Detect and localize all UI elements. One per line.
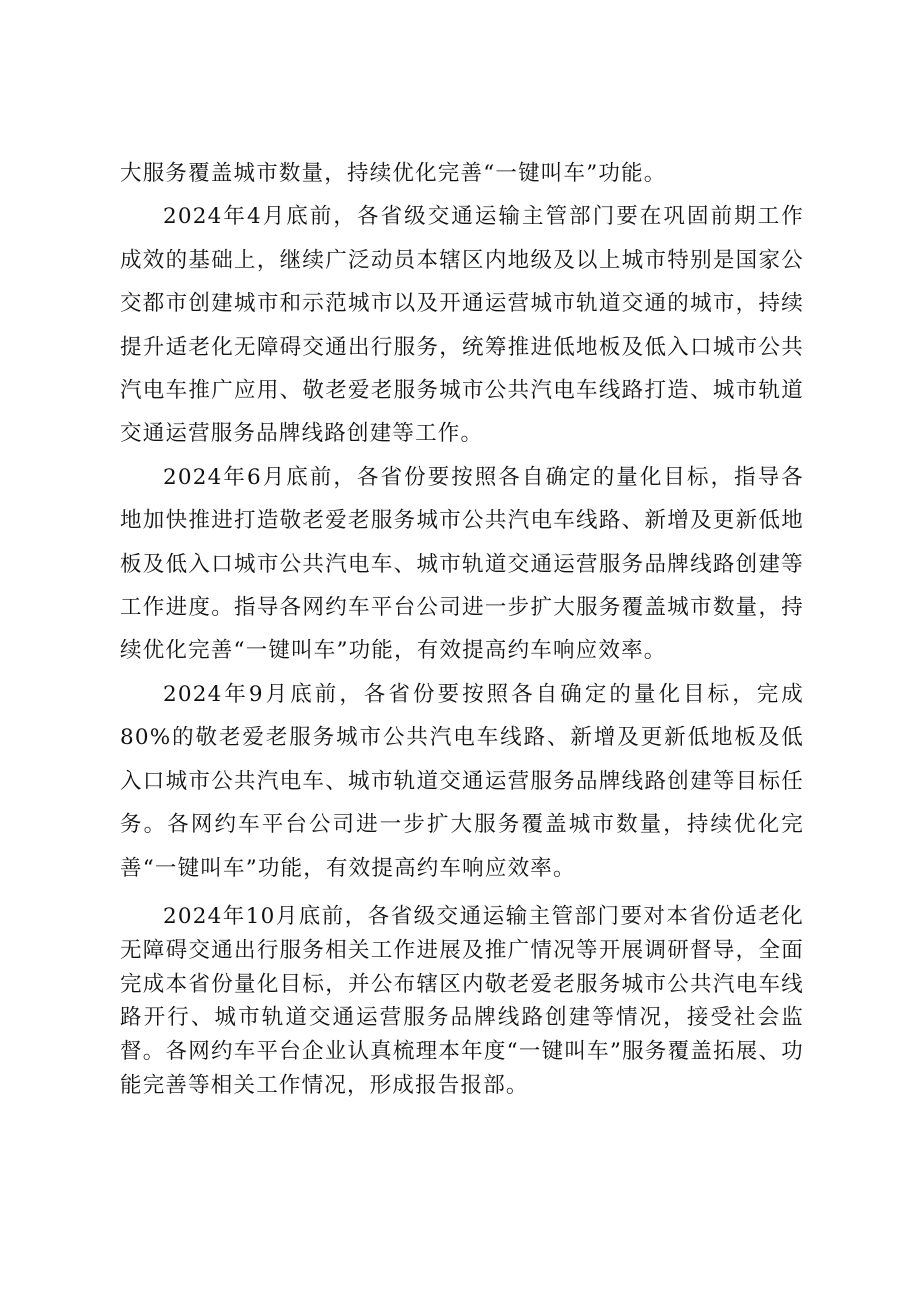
paragraph-april-deadline: 2024年4月底前，各省级交通运输主管部门要在巩固前期工作成效的基础上，继续广泛动员本辖区内地级及以上城市特别是国家公交都市创建城市和示范城市以及开通运营城市轨道交通的城市，持续提升适老化无障碍交通出行服务，统筹推进低地板及低入口城市公共汽电车推广应用、敬老爱老服务城市公共汽电车线路打造、城市轨道交通运营服务品牌线路创建等工作。 <box>120 204 804 447</box>
paragraph-june-deadline: 2024年6月底前，各省份要按照各自确定的量化目标，指导各地加快推进打造敬老爱老服务城市公共汽电车线路、新增及更新低地板及低入口城市公共汽电车、城市轨道交通运营服务品牌线路创建等工作进度。指导各网约车平台公司进一步扩大服务覆盖城市数量，持续优化完善“一键叫车”功能，有效提高约车响应效率。 <box>120 464 804 664</box>
paragraph-continuation: 大服务覆盖城市数量，持续优化完善“一键叫车”功能。 <box>120 161 667 186</box>
paragraph-september-deadline: 2024年9月底前，各省份要按照各自确定的量化目标，完成80%的敬老爱老服务城市公共汽电车线路、新增及更新低地板及低入口城市公共汽电车、城市轨道交通运营服务品牌线路创建等目标任务。各网约车平台公司进一步扩大服务覆盖城市数量，持续优化完善“一键叫车”功能，有效提高约车响应效率。 <box>120 681 804 881</box>
paragraph-october-deadline: 2024年10月底前，各省级交通运输主管部门要对本省份适老化无障碍交通出行服务相关工作进展及推广情况等开展调研督导，全面完成本省份量化目标，并公布辖区内敬老爱老服务城市公共汽电车线路开行、城市轨道交通运营服务品牌线路创建等情况，接受社会监督。各网约车平台企业认真梳理本年度“一键叫车”服务覆盖拓展、功能完善等相关工作情况，形成报告报部。 <box>120 903 804 1098</box>
document-page <box>120 152 804 1103</box>
